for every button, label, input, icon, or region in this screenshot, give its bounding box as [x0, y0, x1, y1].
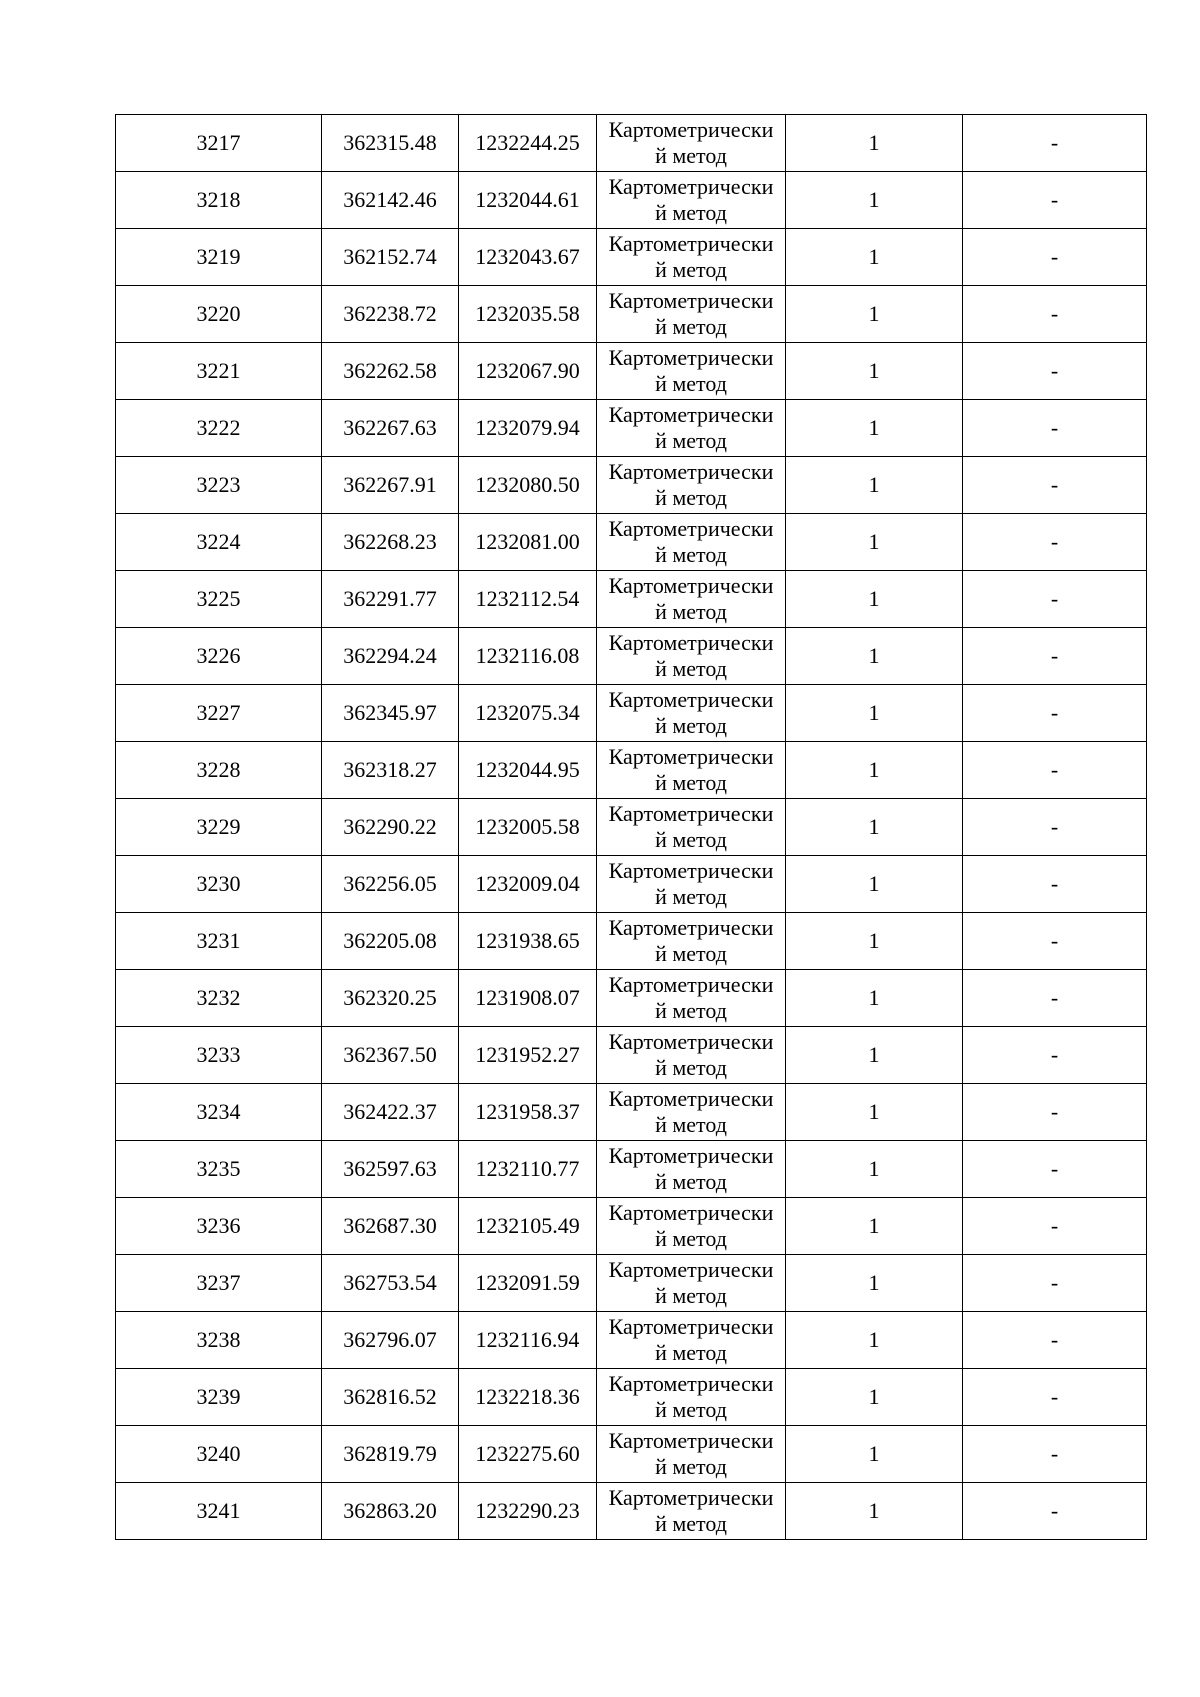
method-cell — [597, 1027, 786, 1084]
point-number-cell: 3228 — [116, 742, 322, 799]
y-coordinate-cell: 1232110.77 — [459, 1141, 597, 1198]
table-row — [116, 1198, 1147, 1255]
note-cell: - — [963, 1255, 1147, 1312]
accuracy-cell: 1 — [786, 685, 963, 742]
method-cell — [597, 742, 786, 799]
x-coordinate-cell: 362267.91 — [322, 457, 459, 514]
method-cell — [597, 1369, 786, 1426]
method-text-line-1: Картометрически — [608, 801, 774, 826]
table-row — [116, 913, 1147, 970]
y-coordinate-cell: 1232079.94 — [459, 400, 597, 457]
table-row — [116, 1027, 1147, 1084]
note-cell: - — [963, 172, 1147, 229]
y-coordinate-cell: 1232067.90 — [459, 343, 597, 400]
method-cell — [597, 856, 786, 913]
method-text-line-2: й метод — [655, 599, 727, 624]
y-coordinate-cell: 1232218.36 — [459, 1369, 597, 1426]
method-text-line-2: й метод — [655, 428, 727, 453]
y-coordinate-cell: 1232043.67 — [459, 229, 597, 286]
method-text-line-2: й метод — [655, 656, 727, 681]
table-row — [116, 1426, 1147, 1483]
coordinates-table — [115, 114, 1147, 1540]
note-cell: - — [963, 571, 1147, 628]
x-coordinate-cell: 362205.08 — [322, 913, 459, 970]
method-cell — [597, 970, 786, 1027]
y-coordinate-cell: 1231908.07 — [459, 970, 597, 1027]
note-cell: - — [963, 1198, 1147, 1255]
method-text-line-1: Картометрически — [608, 516, 774, 541]
note-cell: - — [963, 1141, 1147, 1198]
method-cell — [597, 1426, 786, 1483]
table-row — [116, 229, 1147, 286]
method-text-line-2: й метод — [655, 827, 727, 852]
method-text-line-1: Картометрически — [608, 231, 774, 256]
y-coordinate-cell: 1232044.61 — [459, 172, 597, 229]
accuracy-cell: 1 — [786, 856, 963, 913]
x-coordinate-cell: 362142.46 — [322, 172, 459, 229]
note-cell: - — [963, 1426, 1147, 1483]
method-text-line-2: й метод — [655, 1397, 727, 1422]
accuracy-cell: 1 — [786, 1312, 963, 1369]
y-coordinate-cell: 1232116.94 — [459, 1312, 597, 1369]
method-text-line-2: й метод — [655, 200, 727, 225]
point-number-cell: 3227 — [116, 685, 322, 742]
point-number-cell: 3232 — [116, 970, 322, 1027]
accuracy-cell: 1 — [786, 1198, 963, 1255]
x-coordinate-cell: 362290.22 — [322, 799, 459, 856]
note-cell: - — [963, 856, 1147, 913]
x-coordinate-cell: 362238.72 — [322, 286, 459, 343]
point-number-cell: 3237 — [116, 1255, 322, 1312]
table-row — [116, 628, 1147, 685]
method-text-line-2: й метод — [655, 1112, 727, 1137]
x-coordinate-cell: 362315.48 — [322, 115, 459, 172]
method-cell — [597, 1312, 786, 1369]
accuracy-cell: 1 — [786, 457, 963, 514]
accuracy-cell: 1 — [786, 913, 963, 970]
method-text-line-1: Картометрически — [608, 1314, 774, 1339]
table-row — [116, 457, 1147, 514]
accuracy-cell: 1 — [786, 742, 963, 799]
method-cell — [597, 172, 786, 229]
method-text-line-2: й метод — [655, 314, 727, 339]
method-text-line-1: Картометрически — [608, 744, 774, 769]
method-cell — [597, 1084, 786, 1141]
method-cell — [597, 1141, 786, 1198]
point-number-cell: 3221 — [116, 343, 322, 400]
method-cell — [597, 685, 786, 742]
method-text-line-1: Картометрически — [608, 1086, 774, 1111]
table-row — [116, 1084, 1147, 1141]
x-coordinate-cell: 362291.77 — [322, 571, 459, 628]
accuracy-cell: 1 — [786, 628, 963, 685]
point-number-cell: 3239 — [116, 1369, 322, 1426]
method-text-line-2: й метод — [655, 1226, 727, 1251]
point-number-cell: 3225 — [116, 571, 322, 628]
method-text-line-2: й метод — [655, 770, 727, 795]
point-number-cell: 3223 — [116, 457, 322, 514]
point-number-cell: 3219 — [116, 229, 322, 286]
point-number-cell: 3236 — [116, 1198, 322, 1255]
method-text-line-1: Картометрически — [608, 117, 774, 142]
x-coordinate-cell: 362816.52 — [322, 1369, 459, 1426]
table-row — [116, 799, 1147, 856]
y-coordinate-cell: 1232005.58 — [459, 799, 597, 856]
accuracy-cell: 1 — [786, 1369, 963, 1426]
note-cell: - — [963, 628, 1147, 685]
accuracy-cell: 1 — [786, 400, 963, 457]
table-row — [116, 115, 1147, 172]
method-text-line-1: Картометрически — [608, 459, 774, 484]
x-coordinate-cell: 362318.27 — [322, 742, 459, 799]
method-text-line-2: й метод — [655, 1340, 727, 1365]
x-coordinate-cell: 362687.30 — [322, 1198, 459, 1255]
table-row — [116, 343, 1147, 400]
note-cell: - — [963, 343, 1147, 400]
accuracy-cell: 1 — [786, 343, 963, 400]
point-number-cell: 3233 — [116, 1027, 322, 1084]
y-coordinate-cell: 1232244.25 — [459, 115, 597, 172]
table-row — [116, 400, 1147, 457]
method-text-line-1: Картометрически — [608, 1200, 774, 1225]
accuracy-cell: 1 — [786, 286, 963, 343]
y-coordinate-cell: 1231952.27 — [459, 1027, 597, 1084]
method-text-line-1: Картометрически — [608, 174, 774, 199]
method-text-line-1: Картометрически — [608, 573, 774, 598]
method-cell — [597, 229, 786, 286]
method-text-line-1: Картометрически — [608, 915, 774, 940]
method-text-line-1: Картометрически — [608, 345, 774, 370]
point-number-cell: 3226 — [116, 628, 322, 685]
table-row — [116, 1255, 1147, 1312]
y-coordinate-cell: 1232035.58 — [459, 286, 597, 343]
x-coordinate-cell: 362422.37 — [322, 1084, 459, 1141]
coordinates-table-body — [116, 115, 1147, 1540]
note-cell: - — [963, 229, 1147, 286]
accuracy-cell: 1 — [786, 1141, 963, 1198]
accuracy-cell: 1 — [786, 1084, 963, 1141]
method-cell — [597, 286, 786, 343]
accuracy-cell: 1 — [786, 970, 963, 1027]
y-coordinate-cell: 1231958.37 — [459, 1084, 597, 1141]
method-text-line-1: Картометрически — [608, 402, 774, 427]
x-coordinate-cell: 362267.63 — [322, 400, 459, 457]
note-cell: - — [963, 685, 1147, 742]
table-row — [116, 1141, 1147, 1198]
note-cell: - — [963, 400, 1147, 457]
method-text-line-2: й метод — [655, 371, 727, 396]
accuracy-cell: 1 — [786, 514, 963, 571]
method-text-line-1: Картометрически — [608, 1428, 774, 1453]
note-cell: - — [963, 457, 1147, 514]
method-text-line-1: Картометрически — [608, 687, 774, 712]
x-coordinate-cell: 362819.79 — [322, 1426, 459, 1483]
note-cell: - — [963, 1312, 1147, 1369]
method-text-line-2: й метод — [655, 1169, 727, 1194]
method-text-line-1: Картометрически — [608, 630, 774, 655]
point-number-cell: 3217 — [116, 115, 322, 172]
method-text-line-1: Картометрически — [608, 1371, 774, 1396]
table-row — [116, 742, 1147, 799]
note-cell: - — [963, 1027, 1147, 1084]
point-number-cell: 3230 — [116, 856, 322, 913]
note-cell: - — [963, 1483, 1147, 1540]
point-number-cell: 3234 — [116, 1084, 322, 1141]
y-coordinate-cell: 1232044.95 — [459, 742, 597, 799]
accuracy-cell: 1 — [786, 1255, 963, 1312]
x-coordinate-cell: 362796.07 — [322, 1312, 459, 1369]
point-number-cell: 3238 — [116, 1312, 322, 1369]
x-coordinate-cell: 362367.50 — [322, 1027, 459, 1084]
method-text-line-2: й метод — [655, 1454, 727, 1479]
point-number-cell: 3241 — [116, 1483, 322, 1540]
method-cell — [597, 343, 786, 400]
note-cell: - — [963, 970, 1147, 1027]
x-coordinate-cell: 362256.05 — [322, 856, 459, 913]
point-number-cell: 3235 — [116, 1141, 322, 1198]
method-text-line-1: Картометрически — [608, 1029, 774, 1054]
x-coordinate-cell: 362863.20 — [322, 1483, 459, 1540]
method-cell — [597, 913, 786, 970]
note-cell: - — [963, 286, 1147, 343]
note-cell: - — [963, 1084, 1147, 1141]
method-text-line-2: й метод — [655, 1283, 727, 1308]
table-row — [116, 172, 1147, 229]
y-coordinate-cell: 1232080.50 — [459, 457, 597, 514]
x-coordinate-cell: 362262.58 — [322, 343, 459, 400]
point-number-cell: 3224 — [116, 514, 322, 571]
x-coordinate-cell: 362320.25 — [322, 970, 459, 1027]
y-coordinate-cell: 1232091.59 — [459, 1255, 597, 1312]
point-number-cell: 3220 — [116, 286, 322, 343]
method-cell — [597, 571, 786, 628]
method-text-line-2: й метод — [655, 884, 727, 909]
table-row — [116, 970, 1147, 1027]
x-coordinate-cell: 362345.97 — [322, 685, 459, 742]
y-coordinate-cell: 1232105.49 — [459, 1198, 597, 1255]
method-text-line-1: Картометрически — [608, 972, 774, 997]
y-coordinate-cell: 1231938.65 — [459, 913, 597, 970]
note-cell: - — [963, 115, 1147, 172]
table-row — [116, 1312, 1147, 1369]
x-coordinate-cell: 362597.63 — [322, 1141, 459, 1198]
note-cell: - — [963, 799, 1147, 856]
table-row — [116, 1369, 1147, 1426]
point-number-cell: 3229 — [116, 799, 322, 856]
method-text-line-1: Картометрически — [608, 1143, 774, 1168]
method-cell — [597, 115, 786, 172]
accuracy-cell: 1 — [786, 172, 963, 229]
method-text-line-2: й метод — [655, 542, 727, 567]
table-row — [116, 571, 1147, 628]
accuracy-cell: 1 — [786, 1426, 963, 1483]
method-text-line-2: й метод — [655, 1055, 727, 1080]
method-cell — [597, 457, 786, 514]
note-cell: - — [963, 742, 1147, 799]
note-cell: - — [963, 1369, 1147, 1426]
method-text-line-1: Картометрически — [608, 1257, 774, 1282]
note-cell: - — [963, 514, 1147, 571]
accuracy-cell: 1 — [786, 115, 963, 172]
y-coordinate-cell: 1232112.54 — [459, 571, 597, 628]
y-coordinate-cell: 1232116.08 — [459, 628, 597, 685]
y-coordinate-cell: 1232075.34 — [459, 685, 597, 742]
method-text-line-2: й метод — [655, 485, 727, 510]
x-coordinate-cell: 362753.54 — [322, 1255, 459, 1312]
y-coordinate-cell: 1232009.04 — [459, 856, 597, 913]
method-text-line-2: й метод — [655, 941, 727, 966]
accuracy-cell: 1 — [786, 229, 963, 286]
point-number-cell: 3231 — [116, 913, 322, 970]
x-coordinate-cell: 362152.74 — [322, 229, 459, 286]
table-row — [116, 856, 1147, 913]
method-text-line-1: Картометрически — [608, 1485, 774, 1510]
y-coordinate-cell: 1232081.00 — [459, 514, 597, 571]
y-coordinate-cell: 1232290.23 — [459, 1483, 597, 1540]
method-cell — [597, 799, 786, 856]
point-number-cell: 3240 — [116, 1426, 322, 1483]
table-row — [116, 286, 1147, 343]
method-cell — [597, 1198, 786, 1255]
y-coordinate-cell: 1232275.60 — [459, 1426, 597, 1483]
method-cell — [597, 514, 786, 571]
accuracy-cell: 1 — [786, 1027, 963, 1084]
method-text-line-2: й метод — [655, 1511, 727, 1536]
x-coordinate-cell: 362268.23 — [322, 514, 459, 571]
method-text-line-1: Картометрически — [608, 288, 774, 313]
method-cell — [597, 400, 786, 457]
note-cell: - — [963, 913, 1147, 970]
table-row — [116, 685, 1147, 742]
method-cell — [597, 628, 786, 685]
accuracy-cell: 1 — [786, 1483, 963, 1540]
method-text-line-1: Картометрически — [608, 858, 774, 883]
method-text-line-2: й метод — [655, 998, 727, 1023]
point-number-cell: 3222 — [116, 400, 322, 457]
x-coordinate-cell: 362294.24 — [322, 628, 459, 685]
method-text-line-2: й метод — [655, 713, 727, 738]
method-cell — [597, 1255, 786, 1312]
table-row — [116, 514, 1147, 571]
method-text-line-2: й метод — [655, 143, 727, 168]
table-row — [116, 1483, 1147, 1540]
point-number-cell: 3218 — [116, 172, 322, 229]
accuracy-cell: 1 — [786, 799, 963, 856]
method-text-line-2: й метод — [655, 257, 727, 282]
accuracy-cell: 1 — [786, 571, 963, 628]
method-cell — [597, 1483, 786, 1540]
